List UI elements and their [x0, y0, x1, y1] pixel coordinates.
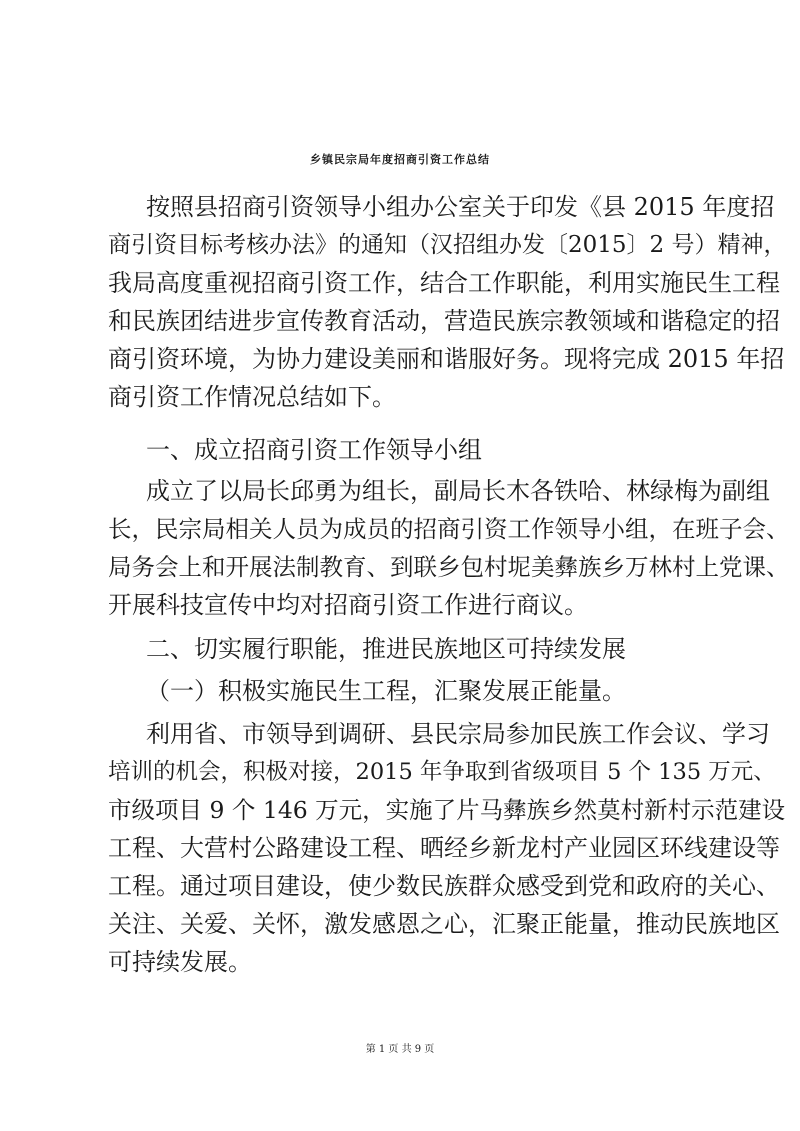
paragraph-3-line: 工程、大营村公路建设工程、晒经乡新龙村产业园区环线建设等: [108, 834, 780, 862]
subsection-heading-1: （一）积极实施民生工程，汇聚发展正能量。: [146, 677, 626, 705]
paragraph-2-line: 局务会上和开展法制教育、到联乡包村坭美彝族乡万林村上党课、: [108, 553, 790, 581]
paragraph-1-line: 商引资目标考核办法》的通知（汉招组办发〔2015〕2 号）精神，: [108, 232, 787, 258]
paragraph-1-line: 按照县招商引资领导小组办公室关于印发《县 2015 年度招: [146, 193, 775, 221]
paragraph-3-line: 培训的机会，积极对接，2015 年争取到省级项目 5 个 135 万元、: [108, 759, 776, 785]
page-number-footer: 第 1 页 共 9 页: [365, 1044, 435, 1055]
paragraph-1-line: 商引资环境，为协力建设美丽和谐服好务。现将完成 2015 年招: [108, 345, 785, 373]
paragraph-3-line: 市级项目 9 个 146 万元，实施了片马彝族乡然莫村新村示范建设: [108, 796, 786, 824]
paragraph-2-line: 长，民宗局相关人员为成员的招商引资工作领导小组，在班子会、: [108, 515, 790, 543]
section-heading-1: 一、成立招商引资工作领导小组: [146, 436, 482, 464]
paragraph-3-line: 关注、关爱、关怀，激发感恩之心，汇聚正能量，推动民族地区: [108, 910, 780, 938]
paragraph-3-line: 可持续发展。: [108, 948, 252, 976]
paragraph-3-line: 工程。通过项目建设，使少数民族群众感受到党和政府的关心、: [108, 872, 780, 900]
document-title: 乡镇民宗局年度招商引资工作总结: [310, 153, 490, 166]
paragraph-3-line: 利用省、市领导到调研、县民宗局参加民族工作会议、学习: [146, 720, 770, 748]
paragraph-1-line: 和民族团结进步宣传教育活动，营造民族宗教领域和谐稳定的招: [108, 307, 780, 335]
paragraph-2-line: 成立了以局长邱勇为组长，副局长木各铁哈、林绿梅为副组: [146, 477, 770, 505]
paragraph-1-line: 商引资工作情况总结如下。: [108, 383, 396, 411]
paragraph-1-line: 我局高度重视招商引资工作，结合工作职能，利用实施民生工程: [108, 269, 780, 297]
paragraph-2-line: 开展科技宣传中均对招商引资工作进行商议。: [108, 591, 588, 619]
section-heading-2: 二、切实履行职能，推进民族地区可持续发展: [146, 635, 626, 663]
